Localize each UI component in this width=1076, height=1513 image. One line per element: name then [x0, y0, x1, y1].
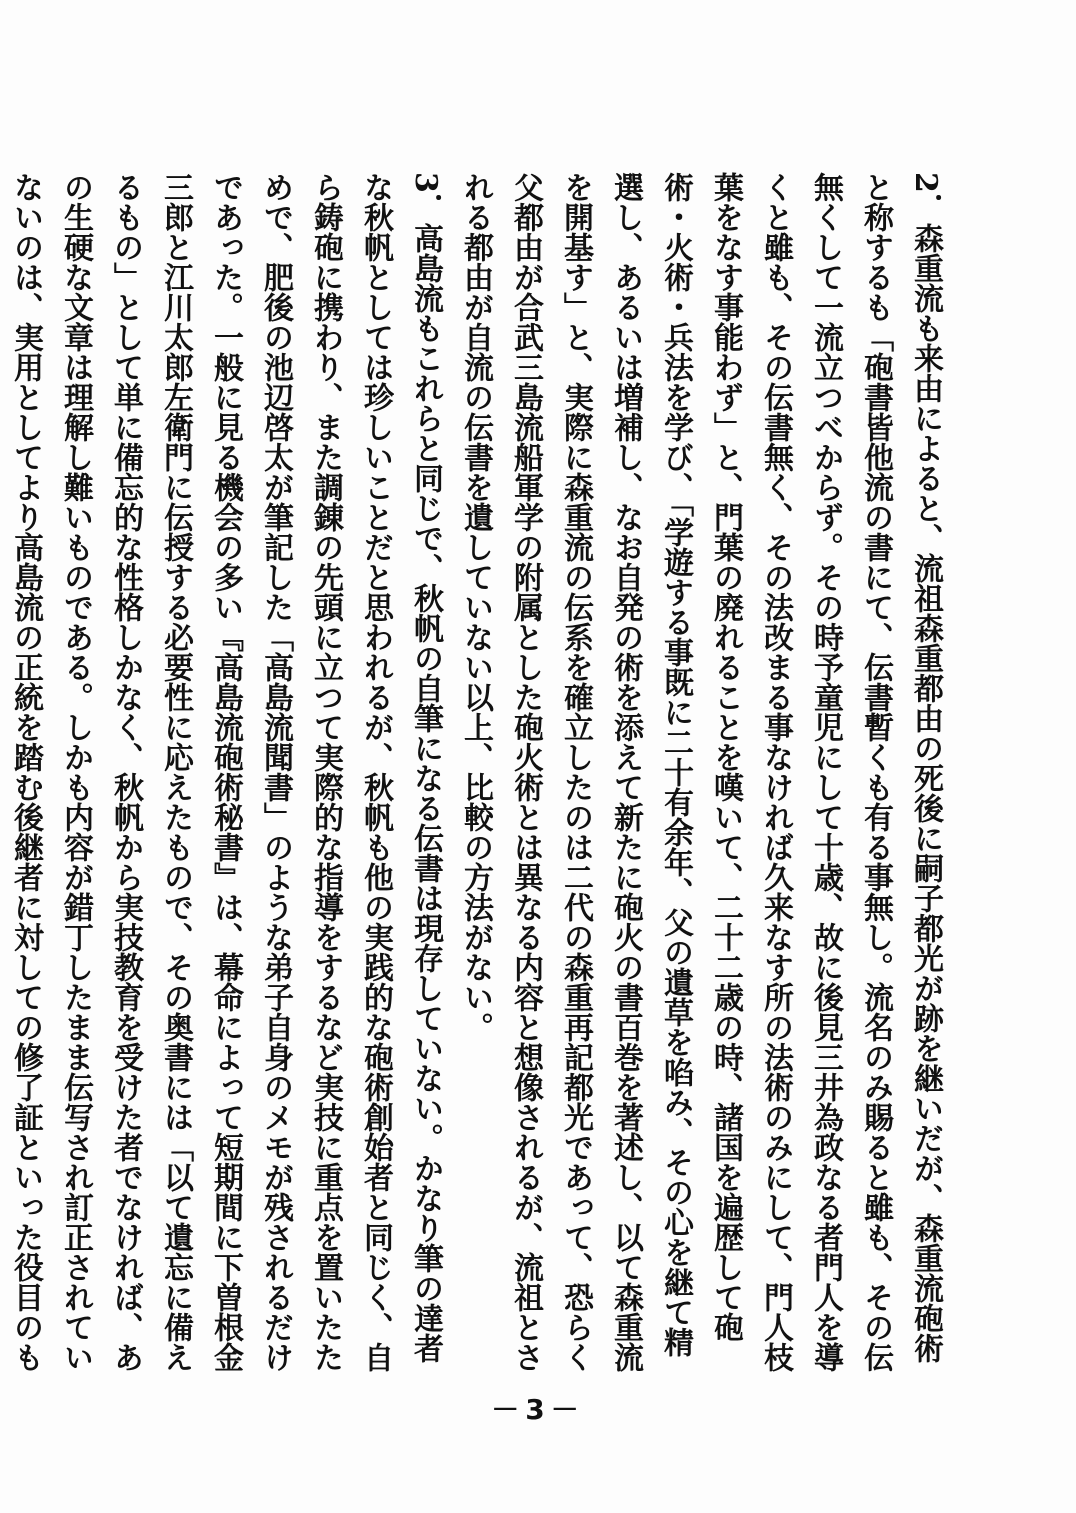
paragraph-3: 3．高島流もこれらと同じで、秋帆の自筆になる伝書は現存していない。かなり筆の達者な秋帆としては珍しいことだと思われるが、秋帆も他の実践的な砲術創始者と同じく、自ら鋳砲に携わり、また調錬の先頭に立つて実際的な指導をするなど実技に重点を置いたためで、肥後の池辺啓太が筆記した「高島流聞書」のような弟子自身のメモが残されるだけであった。一般に見る機会の多い『高島流砲術秘書』は、幕命によって短期間に下曽根金三郎と江川太郎左衛門に伝授する必要性に応えたもので、その奥書には「以て遺忘に備えるもの」として単に備忘的な性格しかなく、秋帆から実技教育を受けた者でなければ、あの生硬な文章は理解し難いものである。しかも内容が錯丁したまま伝写され訂正されていないのは、実用としてより高島流の正統を踏む後継者に対しての修了証といった役目のも [8, 172, 443, 1372]
paragraph-2: 2．森重流も来由によると、流祖森重都由の死後に嗣子都光が跡を継いだが、森重流砲術と称するも「砲書皆他流の書にて、伝書暫くも有る事無し。流名のみ賜ると雖も、その伝無くして一流立つべからず。その時予童児にして十歳、故に後見三井為政なる者門人を導くと雖も、その伝書無く、その法改まる事なければ久来なす所の法術のみにして、門人枝葉をなす事能わず」と、門葉の廃れることを嘆いて、二十二歳の時、諸国を遍歴して砲術・火術・兵法を学び、「学遊する事既に二十有余年、父の遺草を啗み、その心を継て精選し、あるいは増補し、なお自発の術を添えて新たに砲火の書百巻を著述し、以て森重流を開基す」と、実際に森重流の伝系を確立したのは二代の森重再記都光であって、恐らく父都由が合武三島流船軍学の附属とした砲火術とは異なる内容と想像されるが、流祖とされる都由が自流の伝書を遺していない以上、比較の方法がない。 [458, 172, 943, 1372]
vertical-text-body [8, 172, 950, 1377]
page-number: －3－ [491, 1393, 585, 1426]
